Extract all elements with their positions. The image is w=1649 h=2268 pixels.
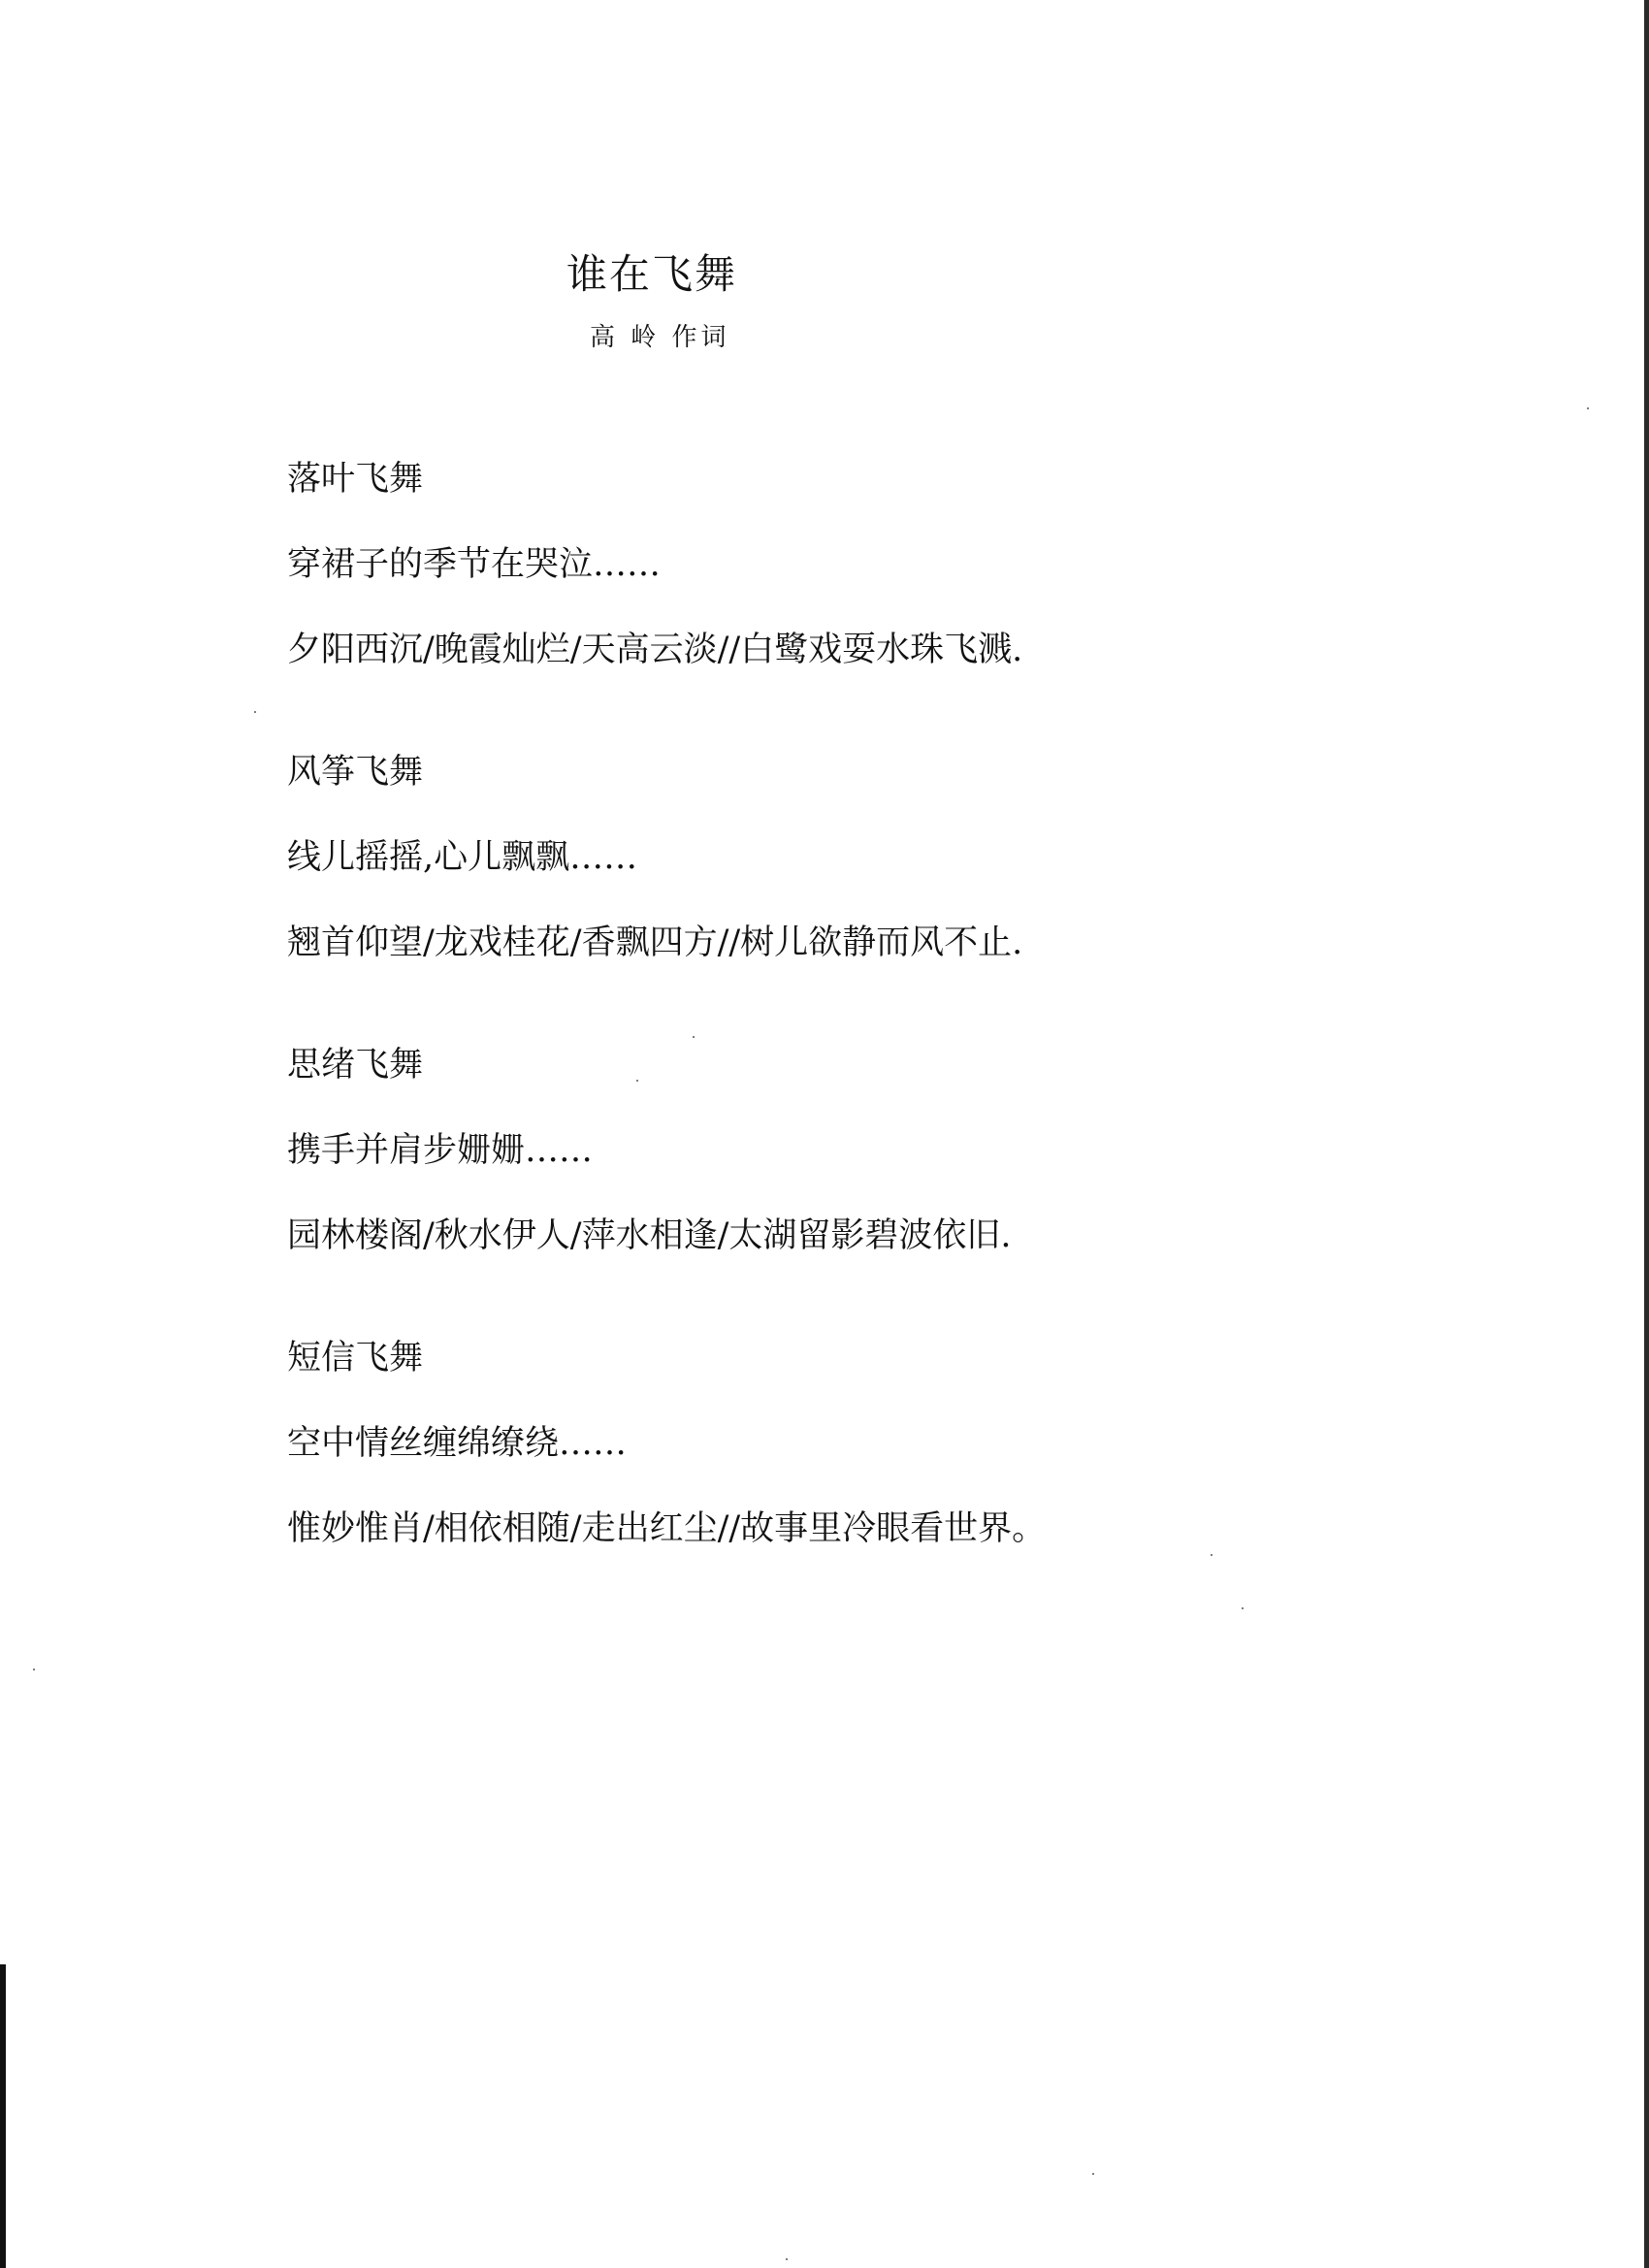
scan-edge-shadow xyxy=(1644,0,1649,2268)
poem-title: 谁在飞舞 xyxy=(566,250,738,298)
stanza-line: 夕阳西沉/晚霞灿烂/天高云淡//白鹭戏耍水珠飞溅. xyxy=(287,631,1023,669)
stanza-heading: 风筝飞舞 xyxy=(287,753,424,792)
stanza-line: 携手并肩步姗姗…… xyxy=(287,1131,594,1170)
scan-speck xyxy=(786,2258,788,2260)
scan-speck xyxy=(693,1036,695,1038)
scan-speck xyxy=(33,1669,35,1670)
poem-author: 高 岭 作词 xyxy=(590,323,730,352)
scan-speck xyxy=(1211,1554,1212,1556)
scan-speck xyxy=(636,1080,638,1082)
stanza-line: 穿裙子的季节在哭泣…… xyxy=(287,545,662,584)
scan-speck xyxy=(1242,1607,1244,1609)
scan-speck xyxy=(1092,2173,1094,2175)
scan-speck xyxy=(1587,407,1589,409)
stanza-heading: 短信飞舞 xyxy=(287,1339,424,1377)
stanza-heading: 落叶飞舞 xyxy=(287,460,424,499)
stanza-line: 惟妙惟肖/相依相随/走出红尘//故事里冷眼看世界。 xyxy=(287,1509,1047,1548)
stanza-heading: 思绪飞舞 xyxy=(287,1046,424,1085)
stanza-line: 翘首仰望/龙戏桂花/香飘四方//树儿欲静而风不止. xyxy=(287,923,1023,962)
stanza-line: 线儿摇摇,心儿飘飘…… xyxy=(287,838,638,877)
scan-edge-mark xyxy=(0,1964,6,2268)
stanza-line: 园林楼阁/秋水伊人/萍水相逢/太湖留影碧波依旧. xyxy=(287,1216,1012,1255)
stanza-line: 空中情丝缠绵缭绕…… xyxy=(287,1424,628,1463)
scan-speck xyxy=(254,711,256,713)
